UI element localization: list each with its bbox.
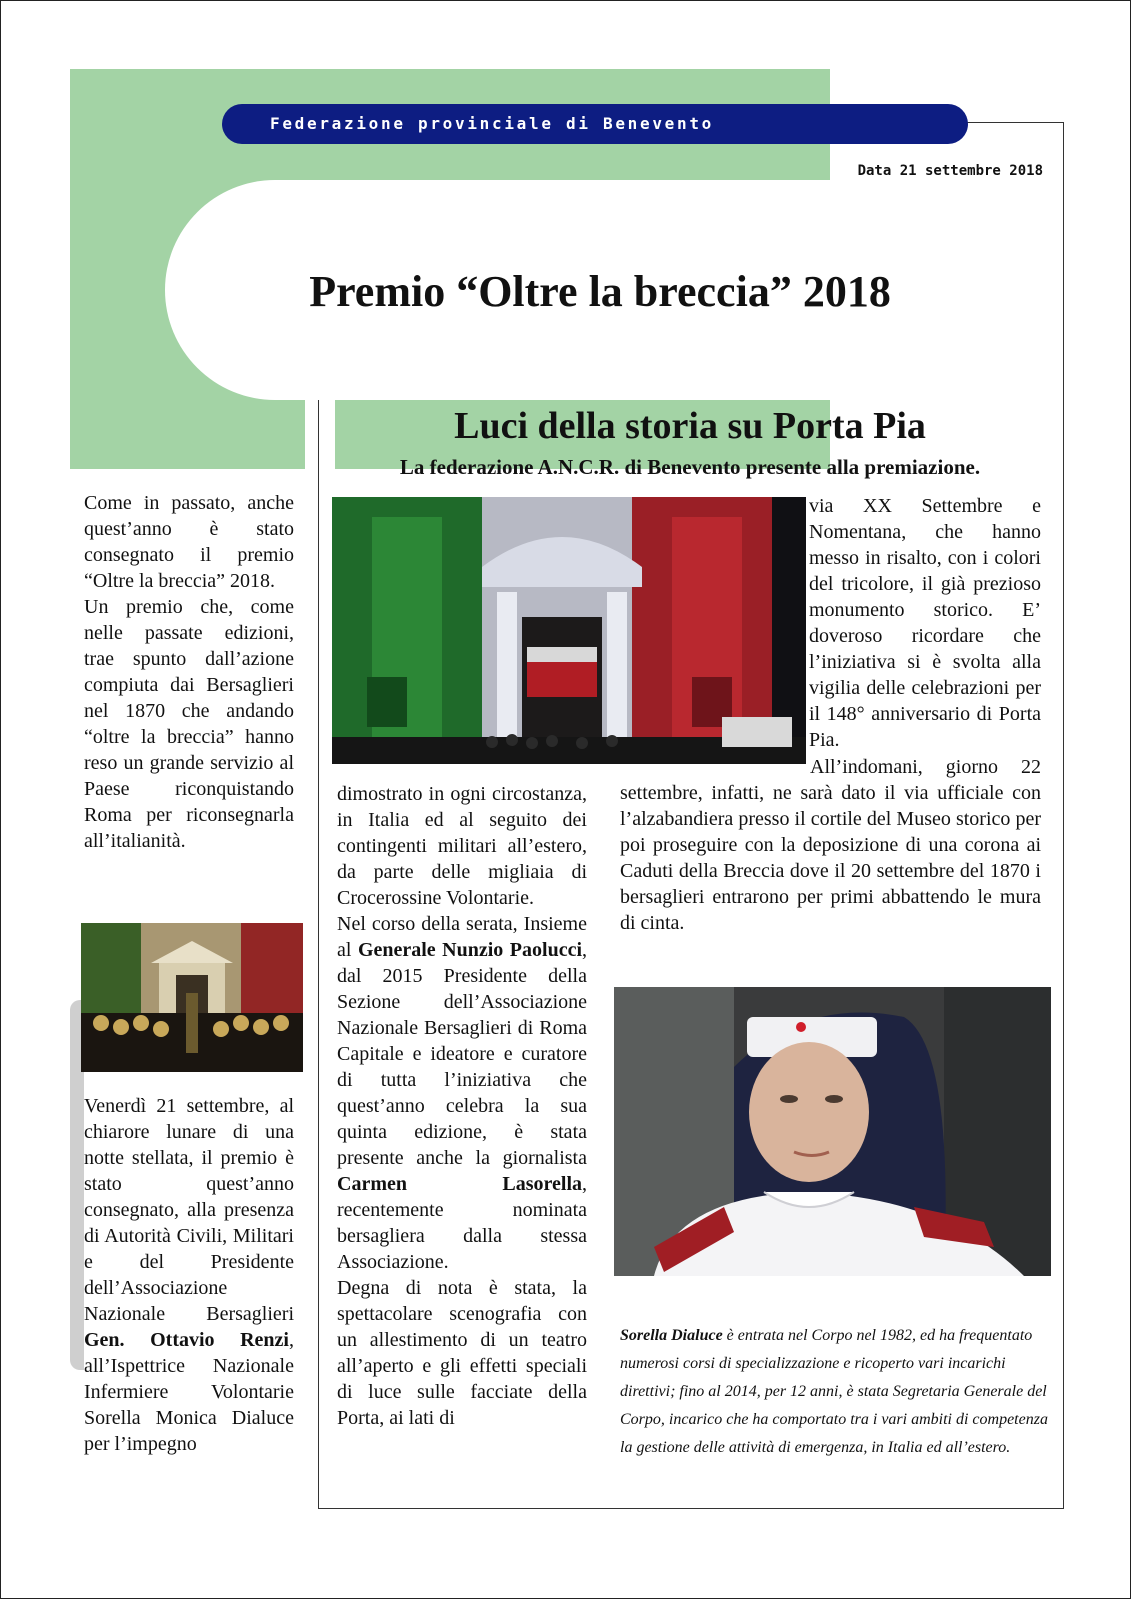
paragraph: All’indomani, giorno 22 settembre, infatti, ne sarà dato il via ufficiale con l’alzabandiera presso il cortile del Museo storico per poi proseguire con la deposizione di una corona ai Caduti della Breccia dove il 20 settembre del 1870 i bersaglieri entrarono per primi abbattendo le mura di cinta. — [620, 756, 1041, 934]
band-concert-photo — [81, 923, 303, 1072]
bold-name: Gen. Ottavio Renzi — [84, 1329, 289, 1351]
bold-name: Carmen Lasorella — [337, 1173, 582, 1195]
article-frame-bottom — [318, 1508, 1064, 1509]
paragraph: Venerdì 21 settembre, al chiarore lunare di una notte stellata, il premio è stato quest’anno consegnato, alla presenza di Autorità Civili, Militari e del Presidente dell’Associazione Nazionale Bersaglieri Gen. Ottavio Renzi, all’Ispettrice Nazionale Infermiere Volontarie Sorella Monica Dialuce per l’impegno — [84, 1095, 294, 1455]
paragraph: Nel corso della serata, Insieme al Generale Nunzio Paolucci, dal 2015 Presidente della Sezione dell’Associazione Nazionale Bersaglieri di Roma Capitale e ideatore e curatore di tutta l’iniziativa che quest’anno celebra la sua quinta edizione, è stata presente anche la giornalista Carmen Lasorella, recentemente nominata bersagliera dalla stessa Associazione. — [337, 913, 588, 1273]
article-tagline: La federazione A.N.C.R. di Benevento presente alla premiazione. — [399, 455, 981, 479]
left-column-bottom — [84, 1093, 294, 1457]
porta-pia-photo — [332, 497, 806, 764]
caption-name: Sorella Dialuce — [620, 1327, 723, 1344]
paragraph: Degna di nota è stata, la spettacolare scenografia con un allestimento di un teatro all’aperto e gli effetti speciali di luce sulle facciate della Porta, ai lati di — [337, 1277, 587, 1429]
paragraph: Come in passato, anche quest’anno è stato consegnato il premio “Oltre la breccia” 2018. — [84, 492, 294, 592]
nurse-portrait-photo — [614, 987, 1051, 1276]
main-title: Premio “Oltre la breccia” 2018 — [309, 267, 891, 316]
article-frame-left — [318, 400, 319, 1508]
paragraph: dimostrato in ogni circostanza, in Italia ed al seguito dei contingenti militari all’estero, da parte delle migliaia di Crocerossine Volontarie. — [337, 783, 587, 909]
federation-banner: Federazione provinciale di Benevento — [222, 104, 968, 144]
right-column-top — [809, 493, 1041, 753]
left-column-top — [84, 490, 294, 854]
right-column-continued — [620, 754, 1041, 936]
issue-date: Data 21 settembre 2018 — [857, 163, 1043, 179]
paragraph: via XX Settembre e Nomentana, che hanno messo in risalto, con i colori del tricolore, il già prezioso monumento storico. E’ doveroso ricordare che l’iniziativa si è svolta alla vigilia delle celebrazioni per il 148° anniversario di Porta Pia. — [809, 495, 1041, 751]
middle-column — [337, 781, 587, 1431]
photo-caption: Sorella Dialuce è entrata nel Corpo nel 1982, ed ha frequentato numerosi corsi di specializzazione e ricoperto vari incarichi direttivi; fino al 2014, per 12 anni, è stata Segretaria Generale del Corpo, incarico che ha comportato tra i vari ambiti di competenza la gestione delle attività di emergenza, in Italia ed all’estero. — [620, 1327, 1048, 1456]
bold-name: Generale Nunzio Paolucci — [357, 939, 583, 961]
paragraph: Un premio che, come nelle passate edizioni, trae spunto dall’azione compiuta dai Bersaglieri nel 1870 che andando “oltre la breccia” hanno reso un grande servizio al Paese riconquistando Roma per riconsegnarla all’italianità. — [84, 596, 294, 852]
article-headline: Luci della storia su Porta Pia — [454, 405, 926, 447]
